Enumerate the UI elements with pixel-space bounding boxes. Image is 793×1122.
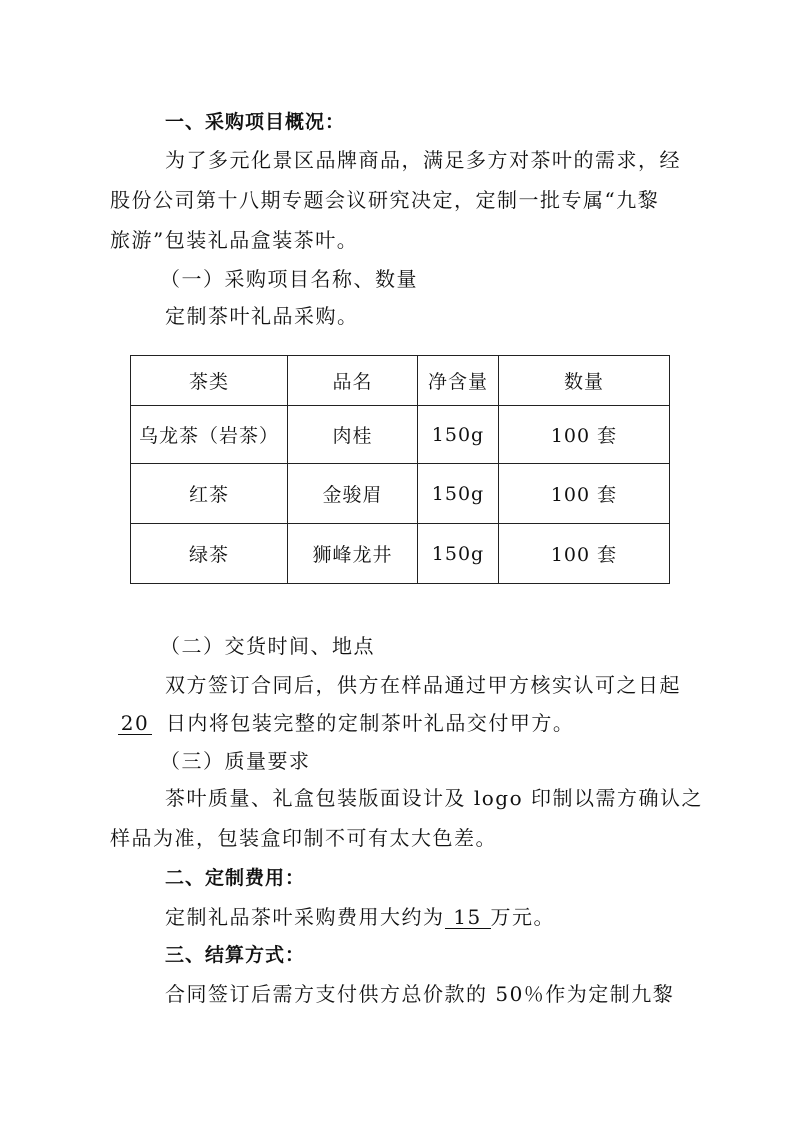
para1-line3: 旅游”包装礼品盒装茶叶。 xyxy=(110,228,359,252)
para1-line2: 股份公司第十八期专题会议研究决定，定制一批专属“九黎 xyxy=(110,188,660,212)
table-row xyxy=(131,464,670,524)
table-cell: 金骏眉 xyxy=(288,464,418,524)
table-row xyxy=(131,406,670,464)
header-cell: 茶类 xyxy=(131,356,288,406)
table-row xyxy=(131,524,670,584)
fee-line xyxy=(165,904,555,930)
table-cell: 绿茶 xyxy=(131,524,288,584)
subheading-2: （二）交货时间、地点 xyxy=(160,634,375,658)
fee-amount: 15 xyxy=(445,906,491,929)
table-cell: 150g xyxy=(418,406,499,464)
table-cell: 肉桂 xyxy=(288,406,418,464)
header-cell: 数量 xyxy=(499,356,670,406)
header-cell: 品名 xyxy=(288,356,418,406)
delivery-line2 xyxy=(118,710,574,736)
fee-text-before: 定制礼品茶叶采购费用大约为 xyxy=(165,905,445,929)
subheading-3: （三）质量要求 xyxy=(160,749,311,773)
tea-table xyxy=(130,355,670,584)
table-cell: 150g xyxy=(418,524,499,584)
table-cell: 狮峰龙井 xyxy=(288,524,418,584)
table-cell: 红茶 xyxy=(131,464,288,524)
table-cell: 150g xyxy=(418,464,499,524)
subheading-1: （一）采购项目名称、数量 xyxy=(160,267,418,291)
settlement-line1: 合同签订后需方支付供方总价款的 50％作为定制九黎 xyxy=(165,982,675,1006)
quality-line2: 样品为准，包装盒印制不可有太大色差。 xyxy=(110,826,497,850)
section1-heading: 一、采购项目概况： xyxy=(165,111,346,133)
header-cell: 净含量 xyxy=(418,356,499,406)
delivery-line1: 双方签订合同后，供方在样品通过甲方核实认可之日起 xyxy=(165,673,681,697)
table-cell: 100 套 xyxy=(499,464,670,524)
section2-heading: 二、定制费用： xyxy=(165,867,306,889)
sub1-text: 定制茶叶礼品采购。 xyxy=(165,304,359,328)
delivery-line2-text: 日内将包装完整的定制茶叶礼品交付甲方。 xyxy=(165,711,575,735)
para1-line1: 为了多元化景区品牌商品，满足多方对茶叶的需求，经 xyxy=(165,148,681,172)
fee-text-after: 万元。 xyxy=(490,905,555,929)
table-cell: 乌龙茶（岩茶） xyxy=(131,406,288,464)
table-cell: 100 套 xyxy=(499,406,670,464)
quality-line1: 茶叶质量、礼盒包装版面设计及 logo 印制以需方确认之 xyxy=(165,786,703,810)
section3-heading: 三、结算方式： xyxy=(165,944,306,966)
delivery-days: 20 xyxy=(118,712,152,735)
table-cell: 100 套 xyxy=(499,524,670,584)
table-header-row xyxy=(131,356,670,406)
